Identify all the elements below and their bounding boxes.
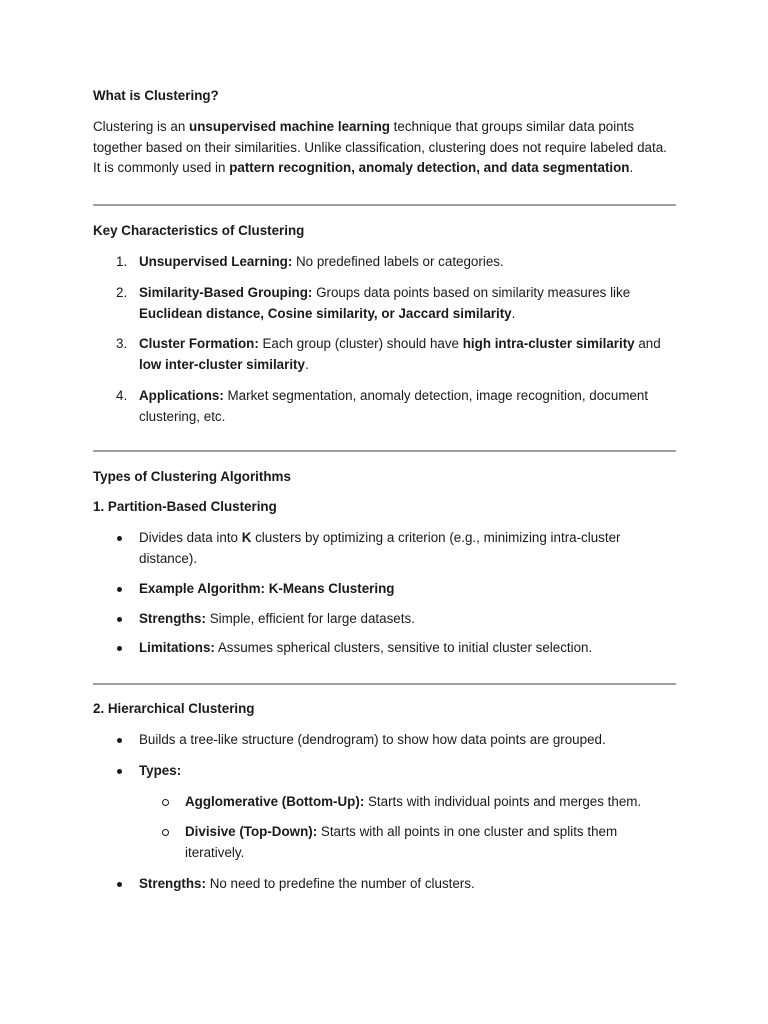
bullet-icon: [117, 882, 122, 887]
item-label: Agglomerative (Bottom-Up):: [185, 793, 365, 809]
item-text: Each group (cluster) should have: [258, 336, 463, 352]
item-text: Starts with individual points and merges them.: [364, 793, 642, 809]
list-item: [93, 730, 676, 751]
item-label: Applications:: [139, 387, 224, 403]
intro-bold-2: pattern recognition, anomaly detection, and data segmentation: [229, 160, 630, 176]
item-bold: low inter-cluster similarity: [139, 357, 305, 373]
item-mid: and: [634, 336, 661, 352]
item-label: Strengths:: [139, 875, 206, 891]
bullet-icon: [117, 646, 122, 651]
item-label: Cluster Formation:: [139, 336, 259, 352]
key-characteristics-list: [93, 252, 676, 428]
subsection-heading-partition: 1. Partition-Based Clustering: [93, 499, 277, 515]
hierarchical-sub-list: [93, 792, 676, 864]
list-item: [93, 874, 676, 895]
item-text: Builds a tree-like structure (dendrogram) to show how data points are grouped.: [139, 731, 606, 747]
section-heading-key-characteristics: Key Characteristics of Clustering: [93, 223, 305, 239]
hierarchical-list: [93, 730, 676, 782]
item-label: Unsupervised Learning:: [139, 253, 293, 269]
sub-list-item: [93, 792, 676, 813]
list-item: [93, 638, 676, 659]
circle-bullet-icon: [162, 829, 169, 836]
subsection-heading-hierarchical: 2. Hierarchical Clustering: [93, 701, 255, 717]
list-item: [93, 609, 676, 630]
partition-list: [93, 528, 676, 659]
list-number: 2.: [116, 284, 128, 300]
list-item: [93, 579, 676, 600]
section-heading-types: Types of Clustering Algorithms: [93, 468, 291, 484]
list-item: [93, 252, 676, 273]
item-label: Types:: [139, 762, 182, 778]
item-text: clusters by optimizing a criterion (e.g., minimizing intra-cluster distance).: [139, 530, 621, 566]
item-bold: K: [241, 530, 252, 546]
item-text: No need to predefine the number of clusters.: [205, 875, 475, 891]
list-number: 1.: [116, 253, 128, 269]
bullet-icon: [117, 617, 122, 622]
intro-paragraph: [93, 117, 676, 179]
item-tail: .: [511, 305, 516, 321]
item-text: Starts with all points in one cluster and splits them iteratively.: [185, 824, 618, 861]
intro-text-1: Clustering is an: [93, 118, 190, 134]
intro-text-2: technique that groups similar data points together based on their similarities. Unlike classification, clustering does not require labeled data. It is commonly used in: [93, 118, 667, 176]
item-text: Market segmentation, anomaly detection, image recognition, document clustering, etc.: [139, 387, 649, 424]
list-item: [93, 386, 676, 428]
item-text: No predefined labels or categories.: [292, 253, 504, 269]
list-item: [93, 528, 676, 570]
item-bold: high intra-cluster similarity: [462, 336, 635, 352]
item-label: Divisive (Top-Down):: [185, 824, 318, 840]
hierarchical-list-cont: [93, 874, 676, 895]
item-text: Simple, efficient for large datasets.: [205, 610, 415, 626]
horizontal-rule: [93, 204, 676, 206]
item-text: Divides data into: [139, 530, 242, 546]
section-heading-what-is-clustering: What is Clustering?: [93, 88, 219, 103]
list-item: [93, 761, 676, 782]
item-tail: .: [304, 357, 309, 373]
list-number: 3.: [116, 336, 128, 352]
list-item: [93, 283, 676, 325]
bullet-icon: [117, 587, 122, 592]
item-label: Similarity-Based Grouping:: [139, 284, 313, 300]
item-label: Limitations:: [139, 640, 215, 656]
bullet-icon: [117, 769, 122, 774]
item-label: Example Algorithm: K-Means Clustering: [139, 580, 395, 596]
horizontal-rule: [93, 683, 676, 685]
item-label: Strengths:: [139, 610, 206, 626]
sub-list-item: [93, 822, 676, 864]
document-content: [93, 86, 676, 895]
bullet-icon: [117, 738, 122, 743]
intro-bold-1: unsupervised machine learning: [189, 118, 390, 134]
list-item: [93, 334, 676, 376]
intro-text-3: .: [629, 160, 634, 176]
horizontal-rule: [93, 450, 676, 452]
bullet-icon: [117, 536, 122, 541]
item-text: Assumes spherical clusters, sensitive to initial cluster selection.: [214, 640, 593, 656]
item-text: Groups data points based on similarity measures like: [312, 284, 631, 300]
list-number: 4.: [116, 387, 128, 403]
item-bold: Euclidean distance, Cosine similarity, or Jaccard similarity: [139, 305, 512, 321]
circle-bullet-icon: [162, 799, 169, 806]
